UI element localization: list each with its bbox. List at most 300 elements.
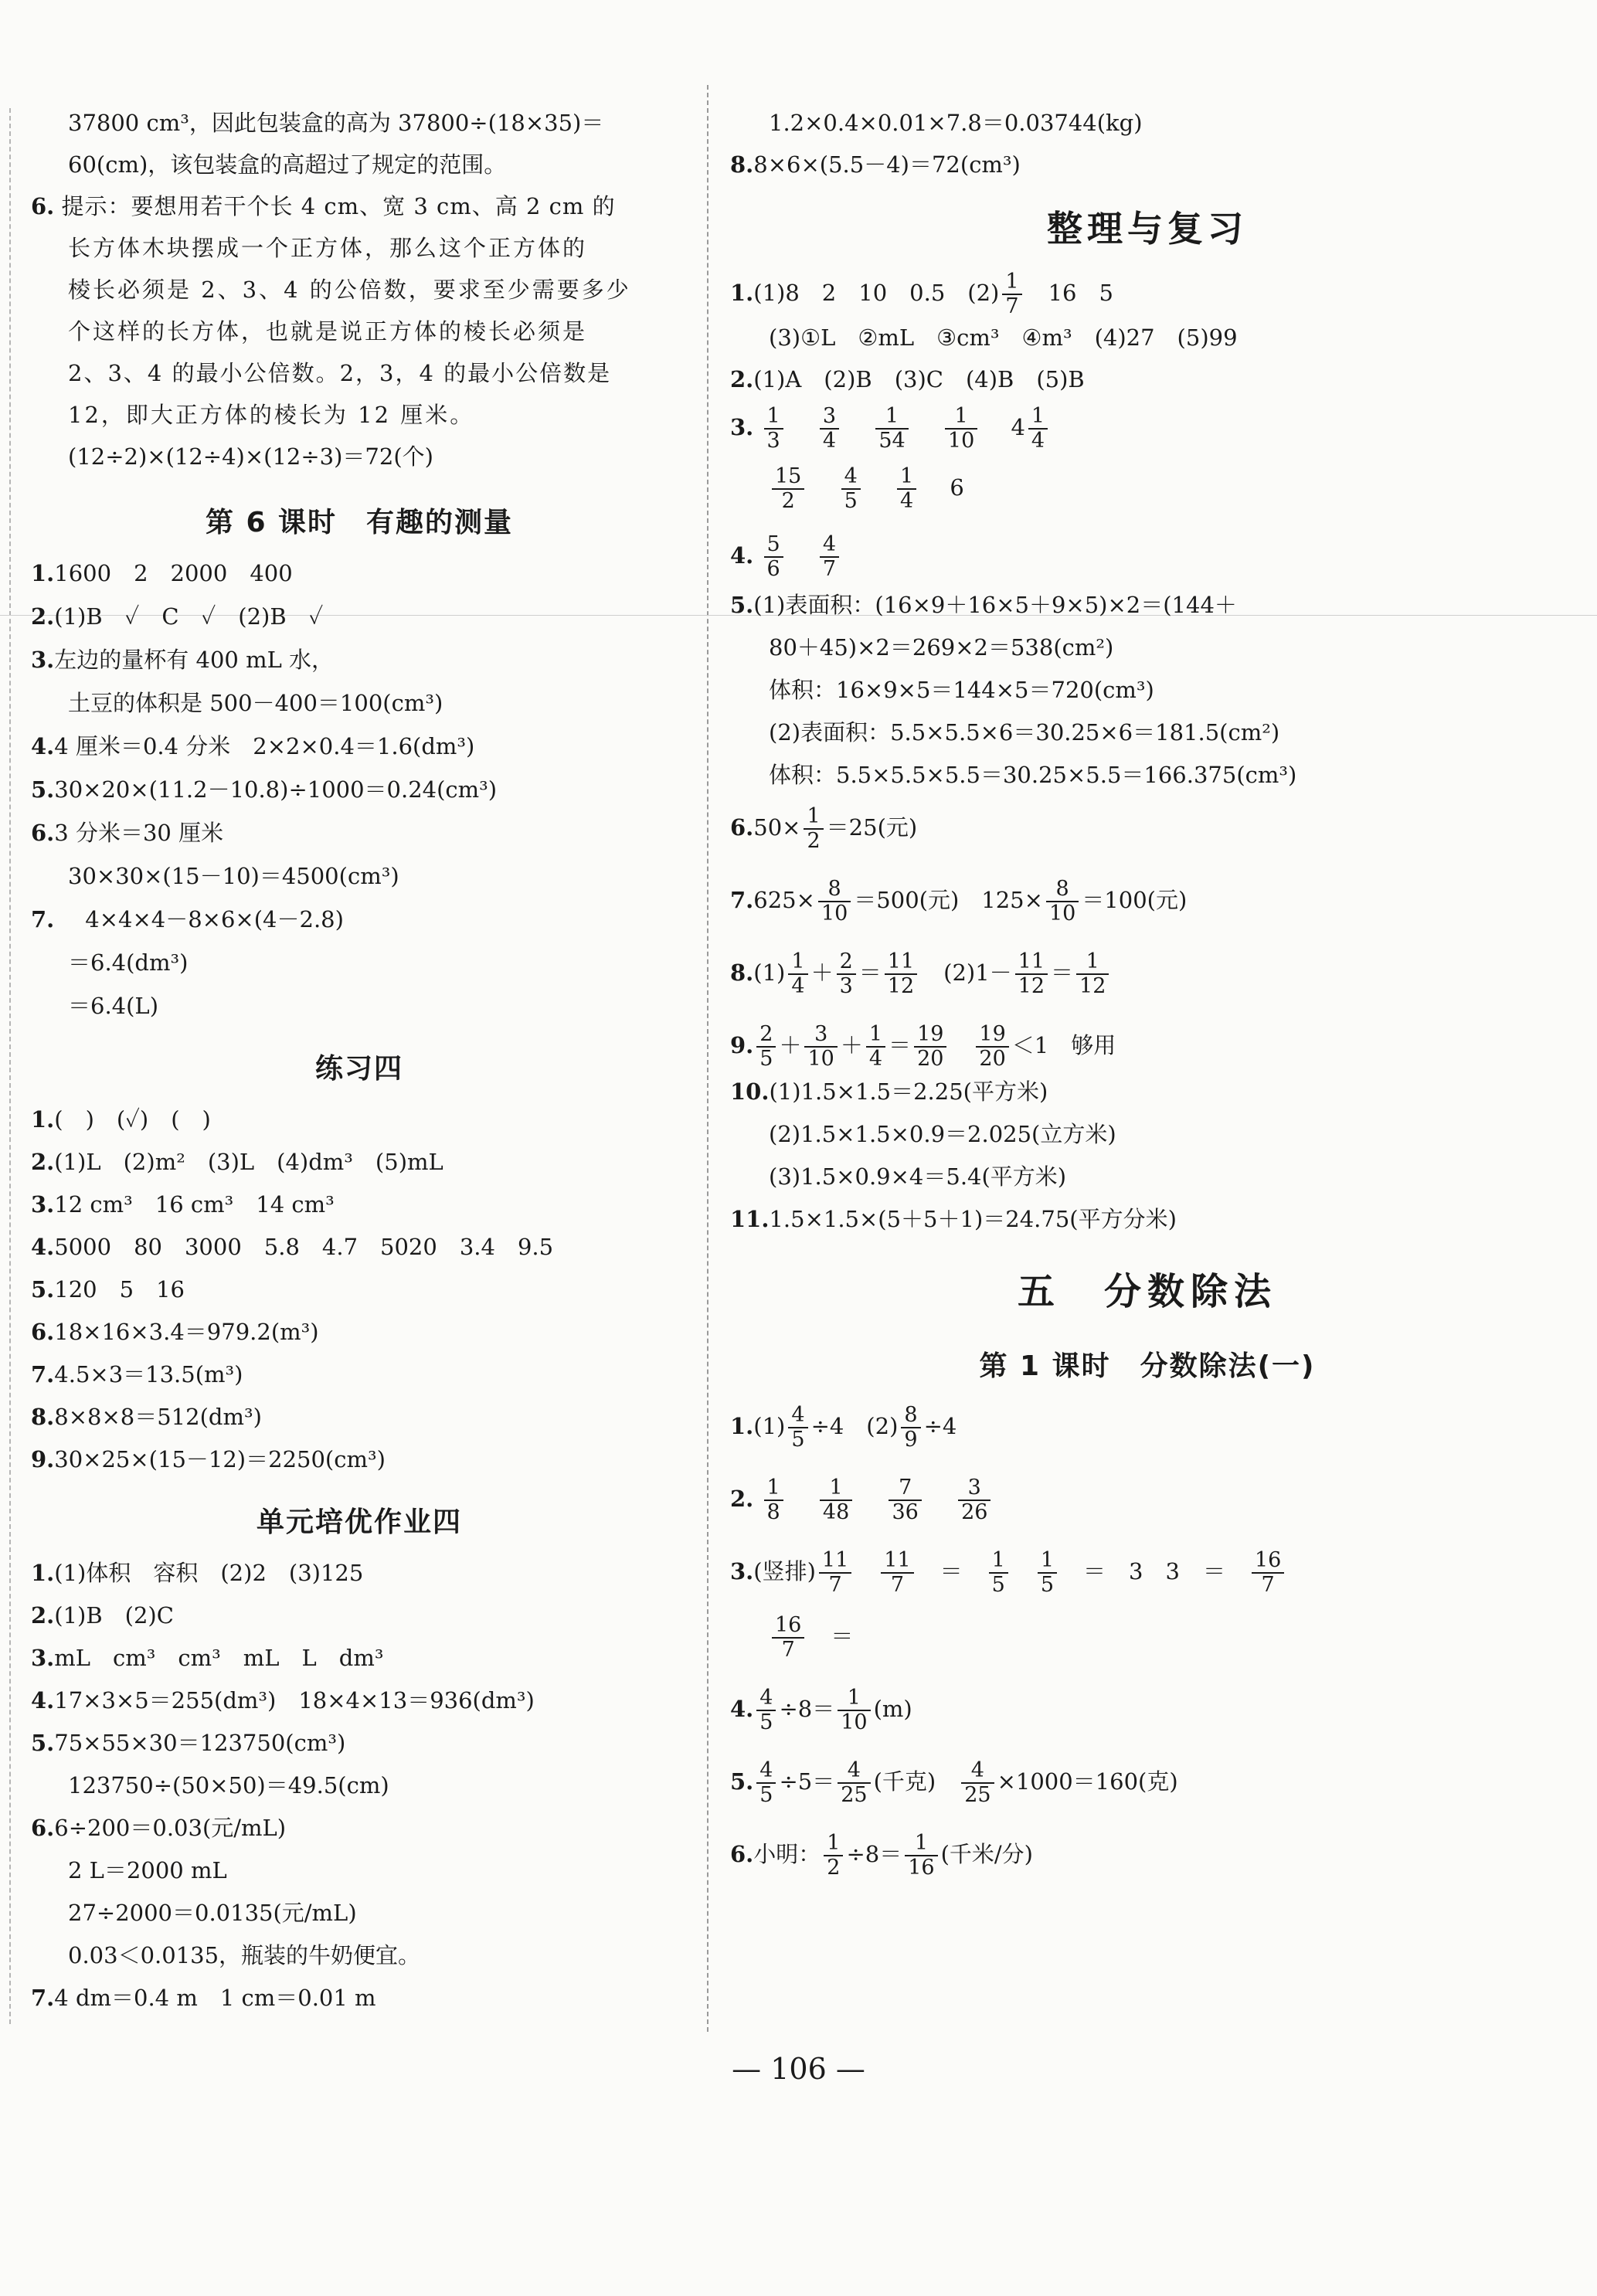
answer-line: 60(cm)，该包装盒的高超过了规定的范围。 [68,151,507,178]
fraction [897,465,916,513]
item-number: 5. [31,776,55,803]
numerator: 1 [905,1832,937,1856]
item-number: 5. [31,1276,55,1303]
item-number: 7. [31,1985,55,2011]
numerator: 16 [772,1614,804,1639]
denominator: 5 [759,1047,773,1071]
fraction [838,1759,870,1807]
answer-line [730,1541,1565,1601]
fraction [1046,878,1079,926]
item-number: 2. [730,1486,754,1512]
answer-text: (1) [753,1413,786,1439]
answer-line [730,525,1565,586]
answer-line [31,1643,688,1673]
answer-line [730,590,1565,620]
fraction [958,1476,990,1524]
fraction [819,1549,851,1597]
fraction [764,405,783,453]
denominator: 54 [878,429,906,453]
answer-line: ＝6.4(L) [68,993,159,1019]
answer-line [730,797,1565,858]
fraction [788,1404,807,1452]
column-divider [707,85,708,2032]
hint-text: 提示：要想用若干个长 4 cm、宽 3 cm、高 2 cm 的 [61,193,616,219]
answer-line [730,397,1565,457]
operator: ＋ [810,959,834,986]
answer-line [31,1105,688,1134]
answer-text: 5000 80 3000 5.8 4.7 5020 3.4 9.5 [54,1234,554,1260]
fraction [901,1404,920,1452]
answer-line: ＝6.4(dm³) [68,949,189,976]
denominator: 2 [781,489,795,513]
answer-text: 8×6×(5.5－4)＝72(cm³) [753,151,1021,178]
denominator: 20 [979,1047,1006,1071]
numerator: 8 [901,1404,920,1428]
answer-text: 120 5 16 [54,1276,185,1303]
numerator: 1 [1038,1549,1057,1574]
fraction [1015,950,1048,998]
answer-line [730,365,1565,394]
fraction [788,950,807,998]
denominator: 20 [917,1047,944,1071]
answer-text: (m) [873,1696,912,1722]
answer-line [31,1728,688,1758]
answer-text: (1)B ✓ C ✓ (2)B ✓ [54,603,324,630]
answer-line: (3)①L ②mL ③cm³ ④m³ (4)27 (5)99 [769,324,1238,351]
item-number: 8. [730,959,754,986]
answer-line: (12÷2)×(12÷4)×(12÷3)＝72(个) [68,443,433,470]
operator: ＋ [779,1032,802,1058]
unit-heading: 五 分数除法 [1017,1270,1277,1313]
fraction [889,1476,921,1524]
fraction [818,878,851,926]
answer-line: 1.2×0.4×0.01×7.8＝0.03744(kg) [769,110,1143,136]
answer-line [730,1679,1565,1739]
answer-text: 6÷200＝0.03(元/mL) [54,1815,287,1841]
answer-text: 小明： [753,1841,821,1867]
item-number: 7. [31,906,55,932]
item-number: 1. [730,280,754,306]
fraction [824,1832,843,1880]
answer-text: ÷8＝ [846,1841,902,1867]
section-heading-lesson6: 第 6 课时 有趣的测量 [205,507,514,538]
answer-line [31,1983,688,2012]
answer-line [31,645,688,674]
item-number: 6. [31,193,55,219]
denominator: 9 [904,1428,918,1452]
denominator: 7 [822,557,837,581]
right-column [730,93,1565,1884]
answer-line [31,818,688,847]
operator: ＝ [940,1558,963,1584]
answer-line [730,1606,1565,1666]
operator: ＝ [831,1623,854,1649]
denominator: 10 [807,1047,834,1071]
answer-line: 80＋45)×2＝269×2＝538(cm²) [769,634,1114,661]
numerator: 1 [1028,405,1048,430]
item-number: 5. [730,1768,754,1795]
answer-text: 4.5×3＝13.5(m³) [54,1361,243,1387]
item-number: 6. [31,820,55,846]
answer-text: (1) [753,959,786,986]
denominator: 25 [841,1783,868,1807]
answer-text: 17×3×5＝255(dm³) 18×4×13＝936(dm³) [54,1687,535,1714]
denominator: 5 [791,1428,805,1452]
fraction [945,405,977,453]
denominator: 5 [844,489,858,513]
fraction [881,1549,913,1597]
item-number: 2. [730,366,754,392]
denominator: 16 [908,1856,935,1880]
answer-text: 18×16×3.4＝979.2(m³) [54,1319,319,1345]
numerator: 11 [885,950,917,975]
numerator: 1 [824,1832,843,1856]
answer-line [730,1204,1565,1234]
denominator: 5 [991,1573,1005,1597]
answer-text: 12 cm³ 16 cm³ 14 cm³ [54,1191,335,1218]
denominator: 3 [839,974,853,998]
item-number: 4. [730,1696,754,1722]
item-number: 7. [730,887,754,913]
answer-text: ×1000＝160(克) [997,1768,1178,1795]
answer-line [31,1317,688,1347]
numerator: 2 [756,1023,776,1048]
fraction [905,1832,937,1880]
item-number: 4. [730,542,754,569]
item-number: 1. [31,560,55,586]
answer-line [730,1751,1565,1812]
answer-text: ＝25(元) [826,814,918,841]
fraction [1028,405,1048,453]
numerator: 4 [841,465,861,490]
left-column [31,93,688,2012]
answer-line [31,1445,688,1474]
item-number: 10. [730,1078,770,1105]
denominator: 4 [791,974,805,998]
answer-line: 30×30×(15－10)＝4500(cm³) [68,863,399,889]
answer-line [31,1147,688,1177]
numerator: 19 [914,1023,946,1048]
answer-text: 4 dm＝0.4 m 1 cm＝0.01 m [54,1985,376,2011]
denominator: 25 [964,1783,991,1807]
fraction [989,1549,1008,1597]
answer-line: (2)表面积：5.5×5.5×6＝30.25×6＝181.5(cm²) [769,719,1280,746]
numerator: 3 [958,1476,990,1501]
numerator: 4 [838,1759,870,1784]
fraction [756,1023,776,1071]
item-number: 9. [730,1032,754,1058]
answer-line [730,263,1565,323]
item-number: 6. [31,1319,55,1345]
item-number: 9. [31,1446,55,1472]
answer-line: 长方体木块摆成一个正方体，那么这个正方体的 [68,235,588,261]
denominator: 7 [781,1638,795,1662]
fraction [885,950,917,998]
numerator: 4 [961,1759,994,1784]
fraction [841,465,861,513]
answer-text: 左边的量杯有 400 mL 水， [54,647,335,673]
answer-line [31,1275,688,1304]
fraction [772,465,804,513]
numerator: 1 [820,1476,852,1501]
fraction [764,1476,783,1524]
answer-line: 个这样的长方体，也就是说正方体的棱长必须是 [68,318,588,345]
answer-text: 1.5×1.5×(5＋5＋1)＝24.75(平方分米) [769,1206,1177,1232]
fraction [756,1759,776,1807]
fraction [961,1759,994,1807]
fraction [804,1023,837,1071]
answer-line: 体积：5.5×5.5×5.5＝30.25×5.5＝166.375(cm³) [769,762,1297,788]
answer-line [31,1360,688,1389]
numerator: 16 [1252,1549,1284,1574]
answer-text: 3 分米＝30 厘米 [54,820,224,846]
denominator: 5 [759,1710,773,1734]
answer-line [31,192,688,221]
numerator: 1 [945,405,977,430]
fraction [772,1614,804,1662]
fraction [820,1476,852,1524]
numerator: 7 [889,1476,921,1501]
answer-text: (1)L (2)m² (3)L (4)dm³ (5)mL [54,1149,443,1175]
answer-line: 0.03＜0.0135，瓶装的牛奶便宜。 [68,1942,421,1968]
answer-text: (1)表面积：(16×9＋16×5＋9×5)×2＝(144＋ [753,592,1237,618]
answer-line [31,1232,688,1262]
item-number: 4. [31,1234,55,1260]
answer-text: 8×8×8＝512(dm³) [54,1404,262,1430]
fraction [756,1686,776,1734]
item-number: 8. [730,151,754,178]
item-number: 5. [730,592,754,618]
answer-line [730,870,1565,930]
denominator: 5 [1040,1573,1055,1597]
fraction [1076,950,1109,998]
answer-text: 50× [753,814,801,841]
page-number: — 106 — [732,2052,865,2086]
denominator: 4 [868,1047,883,1071]
numerator: 1 [875,405,908,430]
answer-line [31,905,688,934]
answer-text: ÷8＝ [779,1696,835,1722]
denominator: 2 [827,1856,841,1880]
operator: ＋ [840,1032,863,1058]
denominator: 36 [892,1500,919,1524]
item-number: 11. [730,1206,770,1232]
item-number: 6. [730,814,754,841]
answer-line [730,1469,1565,1529]
denominator: 10 [947,429,975,453]
denominator: 12 [1018,974,1045,998]
fraction [838,1686,870,1734]
numerator: 1 [764,405,783,430]
item-number: 6. [730,1841,754,1867]
answer-text: ＝100(元) [1082,887,1188,913]
fraction [764,533,783,581]
denominator: 4 [822,429,837,453]
denominator: 8 [766,1500,780,1524]
answer-text: (1)体积 容积 (2)2 (3)125 [54,1560,364,1586]
item-number: 4. [31,1687,55,1714]
denominator: 10 [841,1710,868,1734]
numerator: 4 [820,533,839,558]
answer-text: (2)1－ [943,959,1012,986]
answer-line: 2、3、4 的最小公倍数。2，3，4 的最小公倍数是 [68,360,612,386]
item-number: 4. [31,733,55,759]
fraction [875,405,908,453]
answer-text: (1)1.5×1.5＝2.25(平方米) [769,1078,1048,1105]
denominator: 4 [899,489,914,513]
answer-line [31,775,688,804]
denominator: 12 [887,974,915,998]
section-heading-unit4: 单元培优作业四 [256,1506,462,1538]
answer-line [31,559,688,588]
operator: ＝ [1083,1558,1106,1584]
item-number: 1. [31,1106,55,1133]
answer-line [730,943,1565,1003]
numerator: 11 [1015,950,1048,975]
answer-line [31,1402,688,1432]
section-heading-review: 整理与复习 [1047,208,1248,250]
answer-text: 4 厘米＝0.4 分米 2×2×0.4＝1.6(dm³) [54,733,475,759]
answer-line [31,1558,688,1588]
item-number: 7. [31,1361,55,1387]
answer-text: ＜1 够用 [1011,1032,1116,1058]
item-number: 2. [31,1602,55,1629]
numerator: 2 [837,950,856,975]
numerator: 1 [989,1549,1008,1574]
denominator: 10 [1048,902,1076,926]
denominator: 7 [1005,294,1019,318]
numerator: 15 [772,465,804,490]
answer-text: (1)8 2 10 0.5 (2) [753,280,1000,306]
answer-text: 16 5 [1048,280,1113,306]
answer-line [730,150,1565,179]
answer-line: 体积：16×9×5＝144×5＝720(cm³) [769,677,1154,703]
answer-text: 625× [753,887,815,913]
answer-text: (千克) [873,1768,959,1795]
numerator: 4 [756,1759,776,1784]
numerator: 1 [804,805,823,830]
item-number: 8. [31,1404,55,1430]
answer-text: ÷4 [923,1413,957,1439]
operator: ＝ [1202,1558,1225,1584]
denominator: 26 [961,1500,988,1524]
numerator: 4 [788,1404,807,1428]
denominator: 4 [1031,429,1045,453]
fraction [837,950,856,998]
answer-text: 4×4×4－8×6×(4－2.8) [85,906,344,932]
answer-text: (1)A (2)B (3)C (4)B (5)B [753,366,1085,392]
numerator: 11 [819,1549,851,1574]
operator: ＝ [889,1032,912,1058]
denominator: 3 [766,429,780,453]
fraction [1038,1549,1057,1597]
item-number: 5. [31,1730,55,1756]
fraction [1252,1549,1284,1597]
answer-text: ÷5＝ [779,1768,835,1795]
numerator: 1 [1002,270,1021,295]
item-number: 3. [31,647,55,673]
operator: ＝ [1051,959,1074,986]
fraction [804,805,823,853]
answer-line: (3)1.5×0.9×4＝5.4(平方米) [769,1163,1067,1190]
answer-line [31,732,688,761]
denominator: 7 [828,1573,842,1597]
answer-text: 30×25×(15－12)＝2250(cm³) [54,1446,386,1472]
answer-line [31,602,688,631]
answer-line [31,1813,688,1843]
denominator: 5 [759,1783,773,1807]
denominator: 12 [1079,974,1106,998]
numerator: 1 [866,1023,885,1048]
answer-text: ÷4 (2) [810,1413,899,1439]
denominator: 10 [821,902,848,926]
numerator: 1 [764,1476,783,1501]
denominator: 6 [766,557,780,581]
answer-line: 棱长必须是 2、3、4 的公倍数，要求至少需要多少 [68,277,631,303]
numerator: 5 [764,533,783,558]
answer-line: 2 L＝2000 mL [68,1857,227,1883]
answer-line [730,1396,1565,1456]
answer-line [730,1077,1565,1106]
answer-line [730,457,1565,518]
numerator: 1 [788,950,807,975]
answer-text: 1600 2 2000 400 [54,560,293,586]
answer-line [730,1015,1565,1075]
answer-line: 37800 cm³，因此包装盒的高为 37800÷(18×35)＝ [68,110,604,136]
operator: ＝ [858,959,882,986]
section-heading-lesson1: 第 1 课时 分数除法(一) [979,1350,1316,1382]
answer-text: ＝500(元) 125× [854,887,1043,913]
item-number: 3. [730,1558,754,1584]
answer-text: 75×55×30＝123750(cm³) [54,1730,346,1756]
denominator: 7 [890,1573,905,1597]
denominator: 7 [1261,1573,1275,1597]
answer-text: 30×20×(11.2－10.8)÷1000＝0.24(cm³) [54,776,498,803]
item-number: 1. [31,1560,55,1586]
answer-line: 27÷2000＝0.0135(元/mL) [68,1900,357,1926]
whole-number: 4 [1011,414,1025,440]
item-number: 3. [31,1191,55,1218]
item-number: 1. [730,1413,754,1439]
fraction [866,1023,885,1071]
numerator: 8 [1046,878,1079,902]
answer-line [31,1190,688,1219]
fraction [976,1023,1008,1071]
answer-text: 6 [950,474,964,501]
answer-line: 123750÷(50×50)＝49.5(cm) [68,1772,389,1798]
item-number: 2. [31,1149,55,1175]
numerator: 1 [1076,950,1109,975]
section-heading-exercise4: 练习四 [314,1053,403,1085]
numerator: 3 [820,405,839,430]
item-number: 3. [31,1645,55,1671]
answer-text: (竖排) [753,1558,816,1584]
fraction [1002,270,1021,318]
numerator: 4 [756,1686,776,1711]
answer-line: 土豆的体积是 500－400＝100(cm³) [68,690,443,716]
item-number: 2. [31,603,55,630]
answer-text: (千米/分) [940,1841,1033,1867]
numerator: 11 [881,1549,913,1574]
item-number: 3. [730,414,754,440]
answer-line [31,1601,688,1630]
fraction [820,533,839,581]
answer-line [31,1686,688,1715]
answer-text: 3 3 [1129,1558,1180,1584]
numerator: 8 [818,878,851,902]
item-number: 6. [31,1815,55,1841]
numerator: 1 [897,465,916,490]
